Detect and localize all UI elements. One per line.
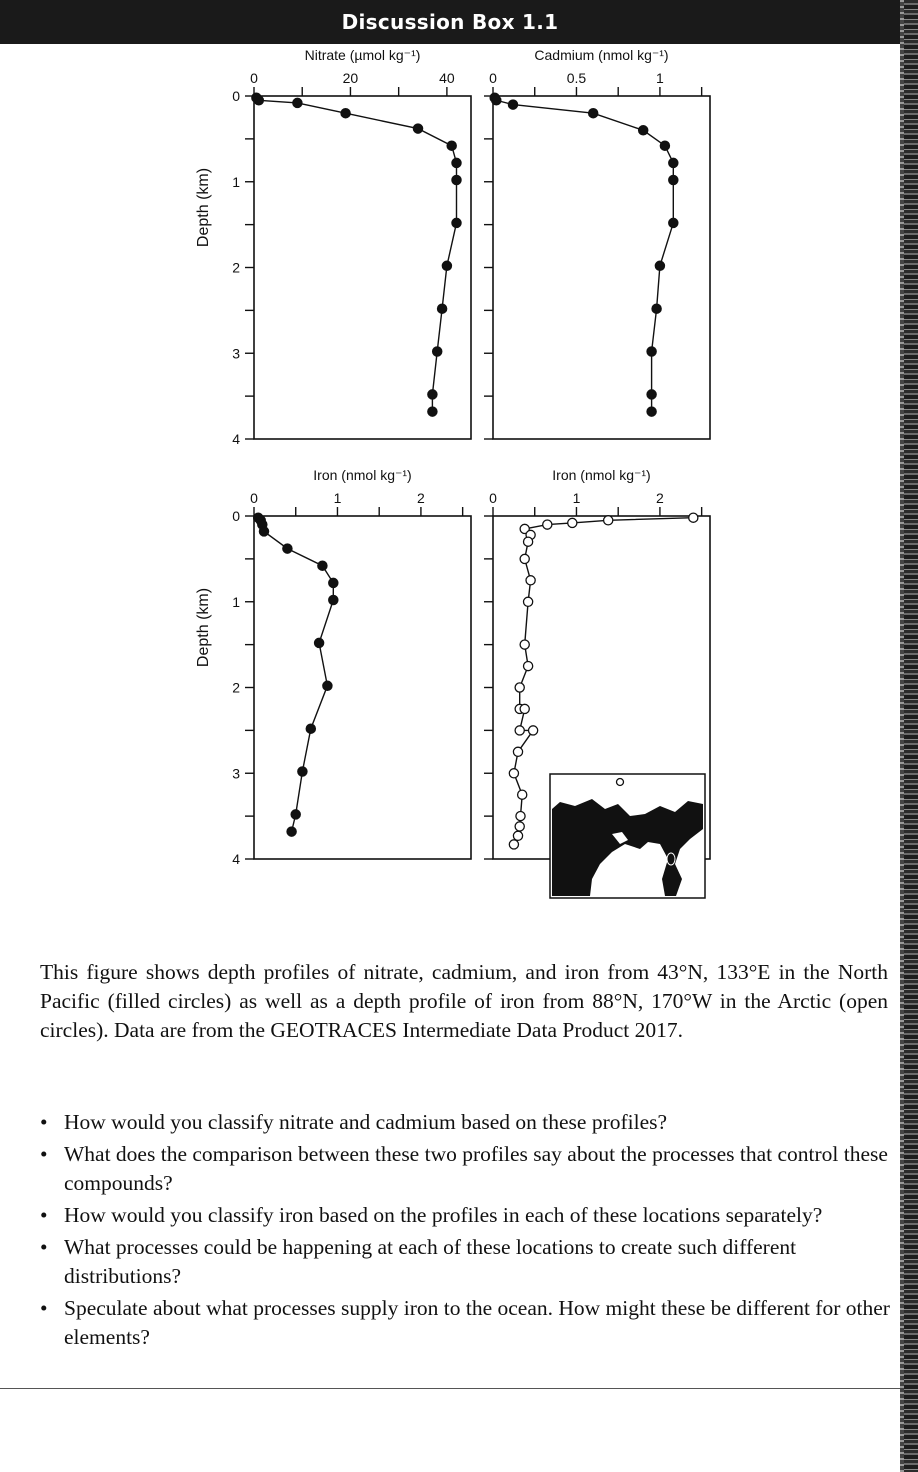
data-point <box>283 544 292 553</box>
data-point <box>452 158 461 167</box>
data-point <box>341 109 350 118</box>
x-tick-label: 20 <box>342 70 359 86</box>
bullet-icon: • <box>40 1142 48 1166</box>
data-point <box>520 554 529 563</box>
y-tick-label: 0 <box>232 508 240 524</box>
panel-title: Iron (nmol kg⁻¹) <box>552 467 651 483</box>
x-tick-label: 1 <box>572 490 581 506</box>
question-text: Speculate about what processes supply iron to the ocean. How might these be different for other elements? <box>64 1296 890 1349</box>
data-point <box>315 638 324 647</box>
data-point <box>413 124 422 133</box>
y-tick-label: 0 <box>232 88 240 104</box>
data-point <box>520 640 529 649</box>
y-tick-label: 2 <box>232 259 240 276</box>
y-axis-label: Depth (km) <box>195 167 212 248</box>
y-tick-label: 4 <box>232 431 240 447</box>
data-point <box>254 96 263 105</box>
panel-title: Nitrate (µmol kg⁻¹) <box>304 47 421 63</box>
data-point <box>452 218 461 227</box>
data-point <box>442 261 451 270</box>
bullet-icon: • <box>40 1235 48 1259</box>
data-point <box>513 831 522 840</box>
x-tick-label: 0 <box>489 490 497 506</box>
data-point <box>259 527 268 536</box>
y-tick-label: 3 <box>232 765 240 782</box>
x-tick-label: 0.5 <box>566 70 587 86</box>
x-tick-label: 2 <box>656 490 664 506</box>
data-point <box>438 304 447 313</box>
data-point <box>639 126 648 135</box>
question-item <box>40 1108 892 1137</box>
data-point <box>518 790 527 799</box>
y-tick-label: 2 <box>232 679 240 696</box>
data-point <box>526 576 535 585</box>
data-point <box>323 681 332 690</box>
data-point <box>604 516 613 525</box>
data-point <box>589 109 598 118</box>
x-tick-label: 1 <box>333 490 342 506</box>
data-point <box>655 261 664 270</box>
x-tick-label: 0 <box>250 70 258 86</box>
series-line-north-pacific-43-n-133-e <box>256 98 456 412</box>
figure-caption: This figure shows depth profiles of nitrate, cadmium, and iron from 43°N, 133°E in the North Pacific (filled circles) as well as a depth profile of iron from 88°N, 170°W in the Arctic (open circles). Data are from the GEOTRACES Intermediate Data Product 2017. <box>40 960 888 1042</box>
y-axis-label: Depth (km) <box>195 587 212 668</box>
x-tick-label: 0 <box>250 490 258 506</box>
panel-1 <box>195 47 471 447</box>
data-point <box>513 747 522 756</box>
question-item <box>40 1140 892 1198</box>
box-title: Discussion Box 1.1 <box>341 10 559 34</box>
data-point <box>524 662 533 671</box>
x-tick-label: 2 <box>417 490 425 506</box>
inset-map-arctic-station <box>617 779 624 786</box>
data-point <box>428 390 437 399</box>
data-point <box>508 100 517 109</box>
data-point <box>524 537 533 546</box>
x-tick-label: 40 <box>439 70 455 86</box>
bottom-rule <box>0 1388 900 1389</box>
question-text: What does the comparison between these two profiles say about the processes that control these compounds? <box>64 1142 888 1195</box>
series-line-north-pacific-43-n-133-e <box>495 98 674 412</box>
y-tick-label: 1 <box>232 593 240 610</box>
data-point <box>647 347 656 356</box>
y-tick-label: 3 <box>232 345 240 362</box>
x-tick-label: 0 <box>489 70 497 86</box>
data-point <box>452 175 461 184</box>
data-point <box>669 175 678 184</box>
data-point <box>318 561 327 570</box>
y-tick-label: 1 <box>232 173 240 190</box>
data-point <box>543 520 552 529</box>
data-point <box>524 597 533 606</box>
data-point <box>515 726 524 735</box>
question-item <box>40 1233 892 1291</box>
data-point <box>287 827 296 836</box>
discussion-questions <box>40 1108 892 1355</box>
question-text: What processes could be happening at each of these locations to create such different distributions? <box>64 1235 797 1288</box>
data-point <box>306 724 315 733</box>
data-point <box>568 518 577 527</box>
data-point <box>509 840 518 849</box>
data-point <box>329 578 338 587</box>
question-item <box>40 1294 892 1352</box>
data-point <box>669 218 678 227</box>
question-item <box>40 1201 892 1230</box>
data-point <box>447 141 456 150</box>
panel-title: Cadmium (nmol kg⁻¹) <box>534 47 669 63</box>
data-point <box>520 704 529 713</box>
question-text: How would you classify iron based on the profiles in each of these locations separately? <box>64 1203 823 1227</box>
data-point <box>433 347 442 356</box>
data-point <box>516 812 525 821</box>
bullet-icon: • <box>40 1203 48 1227</box>
data-point <box>647 407 656 416</box>
x-tick-label: 1 <box>656 70 664 86</box>
panel-3 <box>195 467 471 867</box>
data-point <box>647 390 656 399</box>
inset-map <box>550 774 705 898</box>
bullet-icon: • <box>40 1296 48 1320</box>
data-point <box>293 98 302 107</box>
data-point <box>669 158 678 167</box>
plot-frame <box>254 96 471 439</box>
data-point <box>509 769 518 778</box>
data-point <box>515 822 524 831</box>
data-point <box>660 141 669 150</box>
data-point <box>529 726 538 735</box>
data-point <box>428 407 437 416</box>
panel-title: Iron (nmol kg⁻¹) <box>313 467 412 483</box>
data-point <box>492 96 501 105</box>
figure-panels <box>0 44 900 914</box>
plot-frame <box>254 516 471 859</box>
book-spine-texture <box>900 0 904 1472</box>
data-point <box>291 810 300 819</box>
data-point <box>689 513 698 522</box>
data-point <box>652 304 661 313</box>
data-point <box>515 683 524 692</box>
inset-map-pacific-station <box>667 853 675 865</box>
data-point <box>329 595 338 604</box>
question-text: How would you classify nitrate and cadmium based on these profiles? <box>64 1110 668 1134</box>
y-tick-label: 4 <box>232 851 240 867</box>
bullet-icon: • <box>40 1110 48 1134</box>
plot-frame <box>493 96 710 439</box>
panel-2 <box>484 47 710 439</box>
data-point <box>298 767 307 776</box>
